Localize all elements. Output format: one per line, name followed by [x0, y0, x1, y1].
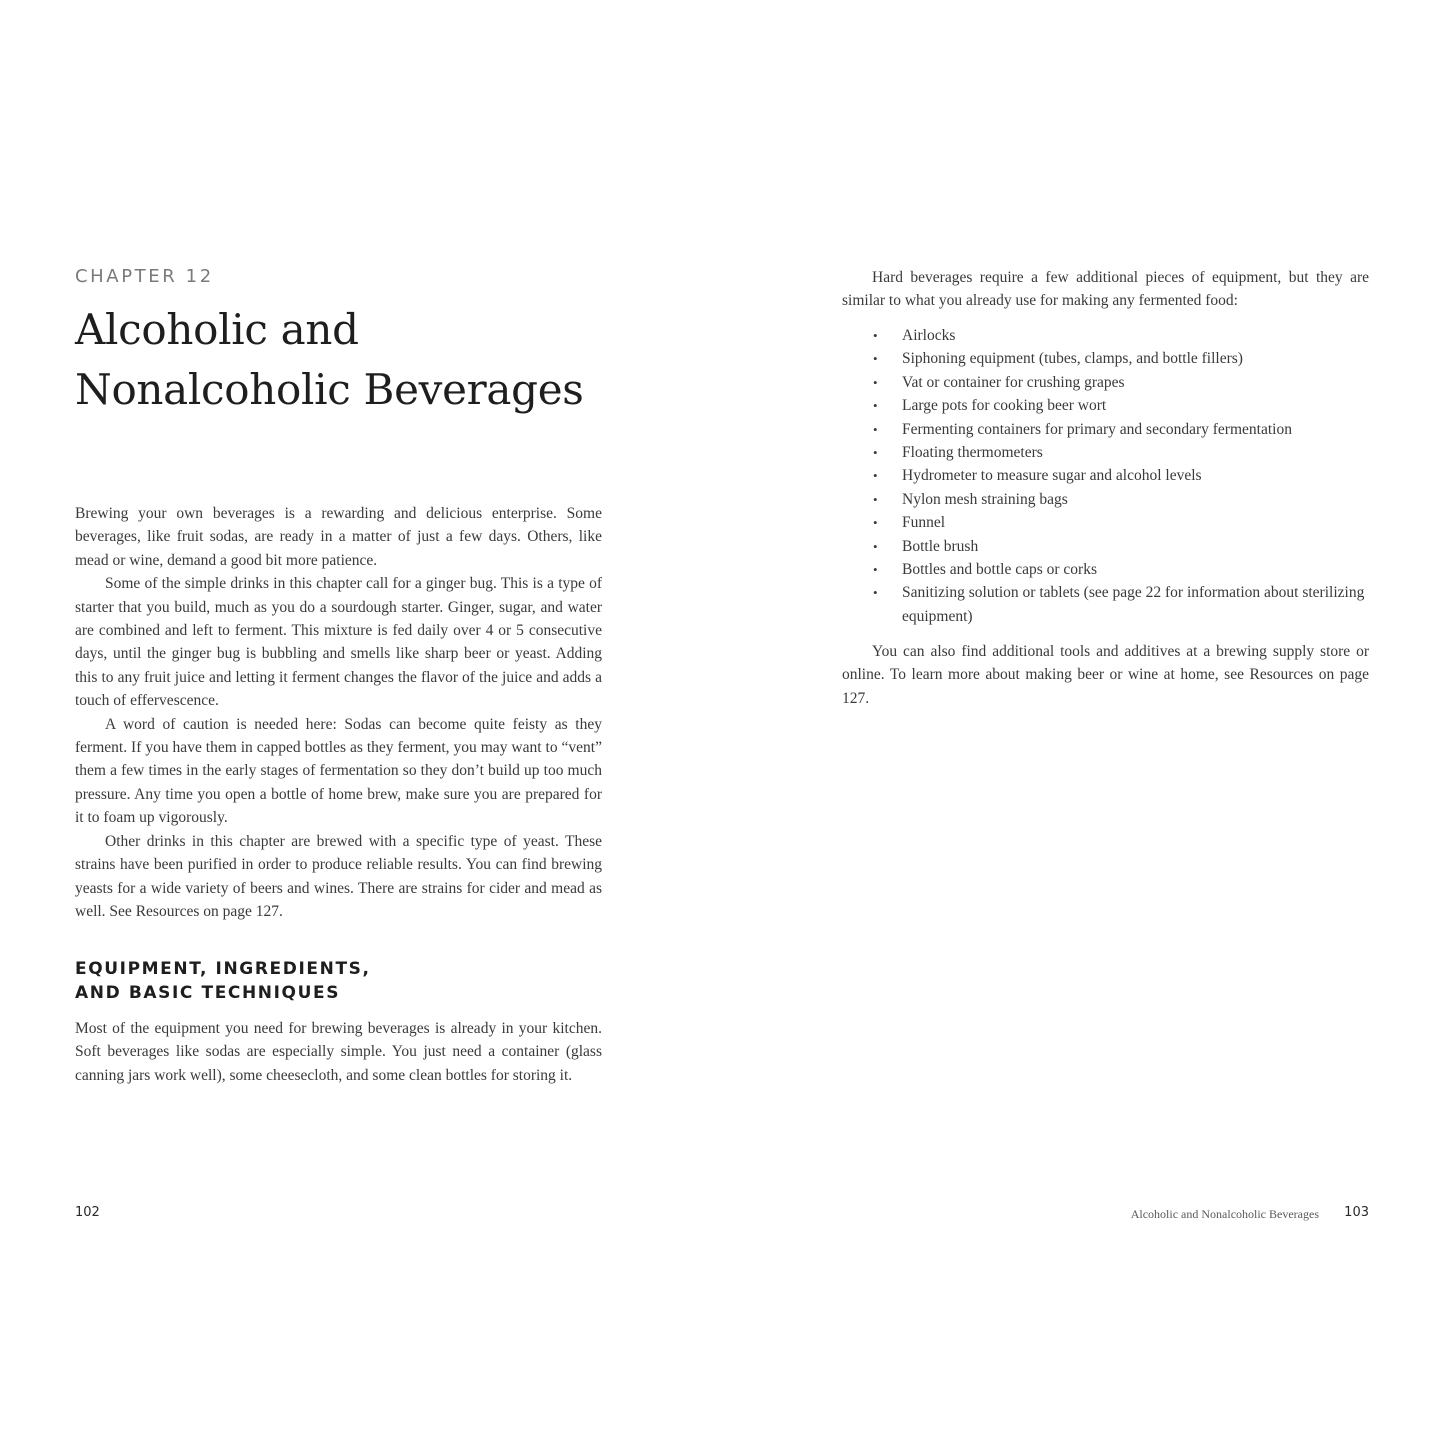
- intro-paragraph: A word of caution is needed here: Sodas can become quite feisty as they ferment. If you have them in capped bottles as they ferment, you may want to “vent” them a few times in the early stages of fermentation so they don’t build up too much pressure. Any time you open a bottle of home brew, make sure you are prepared for it to foam up vigorously.: [75, 715, 602, 827]
- section-heading: [75, 957, 371, 1005]
- list-item-text: Fermenting containers for primary and secondary fermentation: [902, 420, 1292, 438]
- bullet-icon: •: [873, 468, 878, 484]
- list-item: [842, 347, 1369, 370]
- chapter-title: [75, 300, 635, 420]
- list-item: [842, 535, 1369, 558]
- page-number-left: 102: [75, 1205, 100, 1220]
- list-item: [842, 418, 1369, 441]
- hard-beverages-intro: [842, 266, 1369, 313]
- equipment-list: [842, 324, 1369, 628]
- chapter-title-line-1: Alcoholic and: [75, 305, 359, 354]
- list-item: [842, 394, 1369, 417]
- list-item-text: Floating thermometers: [902, 444, 1043, 462]
- list-item: [842, 441, 1369, 464]
- bullet-icon: •: [873, 374, 878, 390]
- list-item-text: Siphoning equipment (tubes, clamps, and bottle fillers): [902, 350, 1243, 368]
- bullet-icon: •: [873, 421, 878, 437]
- list-item-text: Sanitizing solution or tablets (see page 22 for information about sterilizing equipment): [902, 584, 1365, 625]
- bullet-icon: •: [873, 562, 878, 578]
- list-item: [842, 371, 1369, 394]
- list-item-text: Airlocks: [902, 327, 956, 344]
- list-item: [842, 511, 1369, 534]
- list-item: [842, 324, 1369, 347]
- list-item-text: Nylon mesh straining bags: [902, 490, 1068, 508]
- intro-paragraph: Brewing your own beverages is a rewarding and delicious enterprise. Some beverages, like fruit sodas, are ready in a matter of just a few days. Others, like mead or wine, demand a good bit more patience.: [75, 505, 602, 569]
- bullet-icon: •: [873, 538, 878, 554]
- list-item: [842, 558, 1369, 581]
- list-item-text: Large pots for cooking beer wort: [902, 397, 1107, 415]
- list-item-text: Hydrometer to measure sugar and alcohol levels: [902, 467, 1202, 485]
- list-item-text: Funnel: [902, 514, 946, 532]
- chapter-label: CHAPTER 12: [75, 266, 214, 287]
- intro-paragraph: Some of the simple drinks in this chapter call for a ginger bug. This is a type of starter that you build, much as you do a sourdough starter. Ginger, sugar, and water are combined and left to ferment. This mixture is fed daily over 4 or 5 consecutive days, until the ginger bug is bubbling and smells like sharp beer or yeast. Adding this to any fruit juice and letting it ferment changes the flavor of the juice and adds a touch of effervescence.: [75, 575, 602, 710]
- page-number-right: 103: [1344, 1205, 1369, 1220]
- list-item: [842, 488, 1369, 511]
- bullet-icon: •: [873, 515, 878, 531]
- bullet-icon: •: [873, 445, 878, 461]
- bullet-icon: •: [873, 585, 878, 601]
- list-item: [842, 464, 1369, 487]
- bullet-icon: •: [873, 328, 878, 343]
- additional-tools-paragraph: You can also find additional tools and additives at a brewing supply store or online. To learn more about making beer or wine at home, see Resources on page 127.: [842, 643, 1369, 707]
- bullet-icon: •: [873, 491, 878, 507]
- section-heading-line-2: AND BASIC TECHNIQUES: [75, 983, 341, 1003]
- bullet-icon: •: [873, 351, 878, 367]
- equipment-paragraph: Most of the equipment you need for brewing beverages is already in your kitchen. Soft beverages like sodas are especially simple. You just need a container (glass canning jars work well), some cheesecloth, and some clean bottles for storing it.: [75, 1020, 602, 1084]
- list-item-text: Bottles and bottle caps or corks: [902, 561, 1097, 579]
- section-heading-line-1: EQUIPMENT, INGREDIENTS,: [75, 959, 371, 979]
- list-item-text: Bottle brush: [902, 537, 979, 555]
- additional-tools-section: [842, 640, 1369, 710]
- chapter-title-line-2: Nonalcoholic Beverages: [75, 365, 584, 414]
- bullet-icon: •: [873, 398, 878, 414]
- list-item-text: Vat or container for crushing grapes: [902, 373, 1125, 391]
- list-item: [842, 581, 1369, 628]
- running-head: Alcoholic and Nonalcoholic Beverages: [1130, 1207, 1319, 1221]
- equipment-section: [75, 1017, 602, 1087]
- intro-paragraph: Other drinks in this chapter are brewed with a specific type of yeast. These strains have been purified in order to produce reliable results. You can find brewing yeasts for a wide variety of beers and wines. There are strains for cider and mead as well. See Resources on page 127.: [75, 832, 602, 920]
- hard-beverages-paragraph: Hard beverages require a few additional pieces of equipment, but they are similar to what you already use for making any fermented food:: [842, 269, 1369, 310]
- intro-section: [75, 502, 602, 923]
